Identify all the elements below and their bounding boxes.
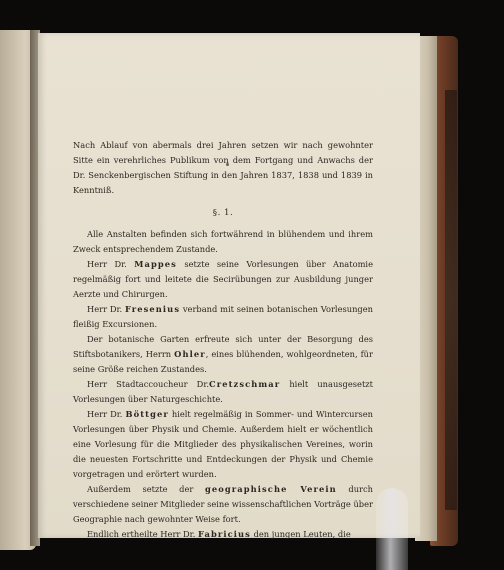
paragraph-1: Alle Anstalten befinden sich fortwährend in blühendem und ihrem Zweck entsprechendem Zustande.: [73, 229, 373, 254]
paragraph-7-post: durch verschiedene seiner Mitglieder seine wissenschaftlichen Vorträge über Geographie nach gewohnter Weise fort.: [73, 484, 374, 524]
paragraph-2-pre: Herr Dr.: [87, 259, 135, 269]
paragraph-6: [73, 407, 373, 482]
paragraph-4-pre: Der botanische Garten erfreute sich unter der Besorgung des Stiftsbotanikers, Herrn: [73, 334, 373, 359]
person-name: Böttger: [125, 409, 169, 419]
paragraph-7-pre: Außerdem setzte der: [87, 484, 205, 494]
paragraph-8: [73, 527, 373, 542]
paragraph-8-pre: Endlich ertheilte Herr Dr.: [87, 529, 198, 539]
paragraph-2: [73, 257, 373, 302]
paragraph-5: [73, 377, 373, 407]
paragraph-4: [73, 332, 373, 377]
paragraph-5-post: hielt unausgesetzt Vorlesungen über Naturgeschichte.: [73, 379, 373, 404]
cover-marbling: [445, 90, 457, 510]
page-clamp: [376, 488, 408, 570]
intro-paragraph: Nach Ablauf von abermals drei Jahren setzen wir nach gewohnter Sitte ein verehrliches Publikum von dem Fortgang und Anwachs der Dr. Senckenbergischen Stiftung in den Jahren 1837, 1838 und 1839 in Kenntniß.: [73, 140, 373, 195]
paragraph-6-post: hielt regelmäßig in Sommer- und Wintercursen Vorlesungen über Physik und Chemie. Außerdem hielt er wöchentlich eine Vorlesung für die Mitglieder des physikalischen Vereines, worin die neuesten Fortschritte und Entdeckungen der Physik und Chemie vorgetragen und erörtert wurden.: [73, 409, 374, 479]
person-name: Fabricius: [198, 529, 251, 539]
paragraph-6-pre: Herr Dr.: [87, 409, 126, 419]
person-name: Cretzschmar: [209, 379, 281, 389]
paragraph-5-pre: Herr Stadtaccoucheur Dr.: [87, 379, 210, 389]
page-text: [73, 138, 373, 542]
paragraph-4-post: , eines blühenden, wohlgeordneten, für seine Größe reichen Zustandes.: [73, 349, 373, 374]
paragraph-7: [73, 482, 373, 527]
paragraph-3-pre: Herr Dr.: [87, 304, 125, 314]
paragraph-8-post: den jungen Leuten, die: [250, 529, 351, 539]
section-heading: §. 1.: [212, 208, 234, 218]
person-name: Fresenius: [124, 304, 181, 314]
paragraph-3: [73, 302, 373, 332]
society-name: geographische Verein: [204, 484, 337, 494]
paragraph-2-post: setzte seine Vorlesungen über Anatomie regelmäßig fort und leitete die Secirübungen zur Ausbildung junger Aerzte und Chirurgen.: [73, 259, 373, 299]
person-name: Mappes: [134, 259, 177, 269]
person-name: Ohler: [174, 349, 206, 359]
paragraph-3-post: verband mit seinen botanischen Vorlesungen fleißig Excursionen.: [73, 304, 373, 329]
